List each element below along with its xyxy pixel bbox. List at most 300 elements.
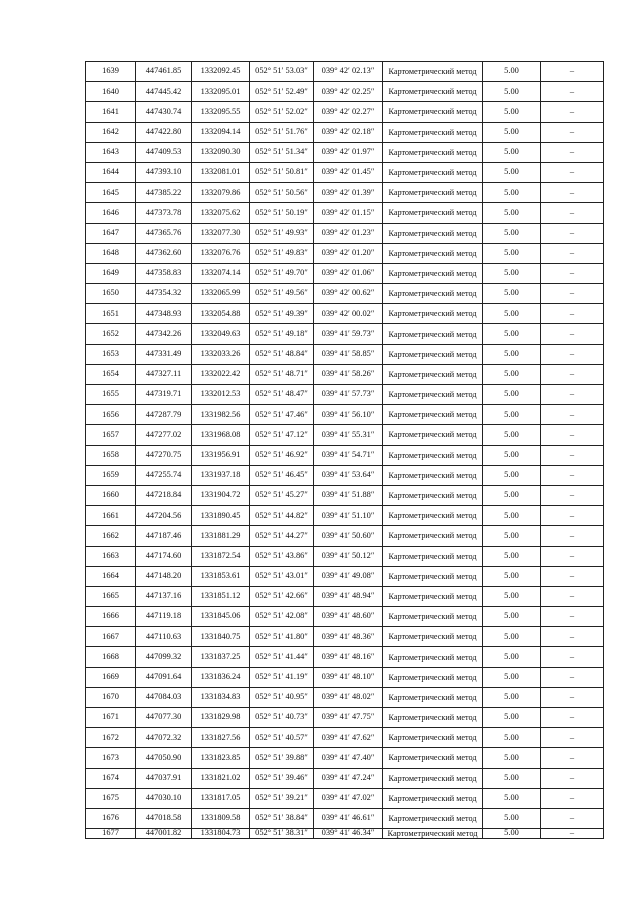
table-row <box>86 647 604 667</box>
table-row <box>86 243 604 263</box>
longitude-cell: 039° 42′ 01.06″ <box>314 263 383 283</box>
table-row <box>86 284 604 304</box>
point-number-cell: 1665 <box>86 586 136 606</box>
table-row <box>86 405 604 425</box>
method-cell: Картометрический метод <box>383 667 483 687</box>
accuracy-cell: 5.00 <box>483 122 541 142</box>
table-row <box>86 526 604 546</box>
accuracy-cell: 5.00 <box>483 162 541 182</box>
longitude-cell: 039° 41′ 53.64″ <box>314 465 383 485</box>
note-cell: – <box>541 748 604 768</box>
y-coordinate-cell: 1331904.72 <box>192 485 250 505</box>
accuracy-cell: 5.00 <box>483 506 541 526</box>
latitude-cell: 052° 51′ 49.93″ <box>250 223 314 243</box>
table-row <box>86 263 604 283</box>
table-row <box>86 708 604 728</box>
latitude-cell: 052° 51′ 48.84″ <box>250 344 314 364</box>
note-cell: – <box>541 687 604 707</box>
method-cell: Картометрический метод <box>383 385 483 405</box>
longitude-cell: 039° 41′ 47.62″ <box>314 728 383 748</box>
table-row <box>86 768 604 788</box>
latitude-cell: 052° 51′ 48.47″ <box>250 385 314 405</box>
longitude-cell: 039° 41′ 47.40″ <box>314 748 383 768</box>
longitude-cell: 039° 41′ 48.36″ <box>314 627 383 647</box>
x-coordinate-cell: 447270.75 <box>136 445 192 465</box>
x-coordinate-cell: 447037.91 <box>136 768 192 788</box>
latitude-cell: 052° 51′ 49.18″ <box>250 324 314 344</box>
latitude-cell: 052° 51′ 40.95″ <box>250 687 314 707</box>
latitude-cell: 052° 51′ 39.88″ <box>250 748 314 768</box>
longitude-cell: 039° 41′ 51.88″ <box>314 485 383 505</box>
method-cell: Картометрический метод <box>383 243 483 263</box>
x-coordinate-cell: 447385.22 <box>136 183 192 203</box>
point-number-cell: 1660 <box>86 485 136 505</box>
longitude-cell: 039° 41′ 50.60″ <box>314 526 383 546</box>
y-coordinate-cell: 1332049.63 <box>192 324 250 344</box>
longitude-cell: 039° 41′ 47.24″ <box>314 768 383 788</box>
x-coordinate-cell: 447110.63 <box>136 627 192 647</box>
table-row <box>86 808 604 828</box>
longitude-cell: 039° 42′ 00.62″ <box>314 284 383 304</box>
y-coordinate-cell: 1332075.62 <box>192 203 250 223</box>
method-cell: Картометрический метод <box>383 62 483 82</box>
point-number-cell: 1657 <box>86 425 136 445</box>
y-coordinate-cell: 1331837.25 <box>192 647 250 667</box>
accuracy-cell: 5.00 <box>483 667 541 687</box>
note-cell: – <box>541 304 604 324</box>
accuracy-cell: 5.00 <box>483 708 541 728</box>
longitude-cell: 039° 41′ 48.10″ <box>314 667 383 687</box>
method-cell: Картометрический метод <box>383 829 483 839</box>
method-cell: Картометрический метод <box>383 607 483 627</box>
method-cell: Картометрический метод <box>383 405 483 425</box>
x-coordinate-cell: 447348.93 <box>136 304 192 324</box>
table-row <box>86 162 604 182</box>
point-number-cell: 1655 <box>86 385 136 405</box>
y-coordinate-cell: 1331836.24 <box>192 667 250 687</box>
longitude-cell: 039° 42′ 01.23″ <box>314 223 383 243</box>
latitude-cell: 052° 51′ 49.70″ <box>250 263 314 283</box>
note-cell: – <box>541 102 604 122</box>
x-coordinate-cell: 447342.26 <box>136 324 192 344</box>
method-cell: Картометрический метод <box>383 728 483 748</box>
latitude-cell: 052° 51′ 44.82″ <box>250 506 314 526</box>
point-number-cell: 1651 <box>86 304 136 324</box>
note-cell: – <box>541 546 604 566</box>
note-cell: – <box>541 425 604 445</box>
point-number-cell: 1671 <box>86 708 136 728</box>
point-number-cell: 1663 <box>86 546 136 566</box>
point-number-cell: 1654 <box>86 364 136 384</box>
y-coordinate-cell: 1332090.30 <box>192 142 250 162</box>
longitude-cell: 039° 42′ 02.13″ <box>314 62 383 82</box>
note-cell: – <box>541 829 604 839</box>
method-cell: Картометрический метод <box>383 344 483 364</box>
latitude-cell: 052° 51′ 51.34″ <box>250 142 314 162</box>
x-coordinate-cell: 447277.02 <box>136 425 192 445</box>
latitude-cell: 052° 51′ 44.27″ <box>250 526 314 546</box>
y-coordinate-cell: 1332095.01 <box>192 82 250 102</box>
coordinates-table <box>85 61 604 839</box>
accuracy-cell: 5.00 <box>483 304 541 324</box>
method-cell: Картометрический метод <box>383 586 483 606</box>
table-row <box>86 364 604 384</box>
x-coordinate-cell: 447331.49 <box>136 344 192 364</box>
longitude-cell: 039° 41′ 51.10″ <box>314 506 383 526</box>
table-row <box>86 829 604 839</box>
note-cell: – <box>541 142 604 162</box>
accuracy-cell: 5.00 <box>483 607 541 627</box>
latitude-cell: 052° 51′ 45.27″ <box>250 485 314 505</box>
latitude-cell: 052° 51′ 41.44″ <box>250 647 314 667</box>
y-coordinate-cell: 1332081.01 <box>192 162 250 182</box>
table-row <box>86 485 604 505</box>
table-row <box>86 142 604 162</box>
longitude-cell: 039° 42′ 02.18″ <box>314 122 383 142</box>
y-coordinate-cell: 1332076.76 <box>192 243 250 263</box>
accuracy-cell: 5.00 <box>483 284 541 304</box>
latitude-cell: 052° 51′ 39.46″ <box>250 768 314 788</box>
table-row <box>86 122 604 142</box>
point-number-cell: 1652 <box>86 324 136 344</box>
longitude-cell: 039° 42′ 01.45″ <box>314 162 383 182</box>
latitude-cell: 052° 51′ 41.19″ <box>250 667 314 687</box>
y-coordinate-cell: 1332094.14 <box>192 122 250 142</box>
accuracy-cell: 5.00 <box>483 243 541 263</box>
point-number-cell: 1673 <box>86 748 136 768</box>
y-coordinate-cell: 1331804.73 <box>192 829 250 839</box>
x-coordinate-cell: 447072.32 <box>136 728 192 748</box>
point-number-cell: 1666 <box>86 607 136 627</box>
method-cell: Картометрический метод <box>383 465 483 485</box>
note-cell: – <box>541 183 604 203</box>
x-coordinate-cell: 447137.16 <box>136 586 192 606</box>
accuracy-cell: 5.00 <box>483 183 541 203</box>
accuracy-cell: 5.00 <box>483 62 541 82</box>
table-row <box>86 344 604 364</box>
longitude-cell: 039° 41′ 59.73″ <box>314 324 383 344</box>
table-body <box>86 62 604 839</box>
note-cell: – <box>541 162 604 182</box>
note-cell: – <box>541 647 604 667</box>
accuracy-cell: 5.00 <box>483 142 541 162</box>
latitude-cell: 052° 51′ 43.86″ <box>250 546 314 566</box>
table-row <box>86 566 604 586</box>
method-cell: Картометрический метод <box>383 647 483 667</box>
accuracy-cell: 5.00 <box>483 808 541 828</box>
method-cell: Картометрический метод <box>383 102 483 122</box>
table-row <box>86 465 604 485</box>
y-coordinate-cell: 1332074.14 <box>192 263 250 283</box>
method-cell: Картометрический метод <box>383 808 483 828</box>
y-coordinate-cell: 1332033.26 <box>192 344 250 364</box>
note-cell: – <box>541 62 604 82</box>
latitude-cell: 052° 51′ 40.57″ <box>250 728 314 748</box>
y-coordinate-cell: 1331890.45 <box>192 506 250 526</box>
latitude-cell: 052° 51′ 47.46″ <box>250 405 314 425</box>
longitude-cell: 039° 41′ 49.08″ <box>314 566 383 586</box>
method-cell: Картометрический метод <box>383 122 483 142</box>
longitude-cell: 039° 42′ 01.20″ <box>314 243 383 263</box>
method-cell: Картометрический метод <box>383 162 483 182</box>
x-coordinate-cell: 447119.18 <box>136 607 192 627</box>
y-coordinate-cell: 1331829.98 <box>192 708 250 728</box>
table-row <box>86 667 604 687</box>
latitude-cell: 052° 51′ 49.39″ <box>250 304 314 324</box>
x-coordinate-cell: 447319.71 <box>136 385 192 405</box>
method-cell: Картометрический метод <box>383 566 483 586</box>
table-row <box>86 183 604 203</box>
point-number-cell: 1676 <box>86 808 136 828</box>
y-coordinate-cell: 1331809.58 <box>192 808 250 828</box>
point-number-cell: 1646 <box>86 203 136 223</box>
point-number-cell: 1677 <box>86 829 136 839</box>
y-coordinate-cell: 1332054.88 <box>192 304 250 324</box>
latitude-cell: 052° 51′ 40.73″ <box>250 708 314 728</box>
longitude-cell: 039° 41′ 55.31″ <box>314 425 383 445</box>
accuracy-cell: 5.00 <box>483 203 541 223</box>
accuracy-cell: 5.00 <box>483 728 541 748</box>
longitude-cell: 039° 41′ 48.94″ <box>314 586 383 606</box>
method-cell: Картометрический метод <box>383 708 483 728</box>
point-number-cell: 1675 <box>86 788 136 808</box>
point-number-cell: 1661 <box>86 506 136 526</box>
point-number-cell: 1640 <box>86 82 136 102</box>
point-number-cell: 1639 <box>86 62 136 82</box>
longitude-cell: 039° 41′ 46.34″ <box>314 829 383 839</box>
accuracy-cell: 5.00 <box>483 788 541 808</box>
accuracy-cell: 5.00 <box>483 445 541 465</box>
accuracy-cell: 5.00 <box>483 324 541 344</box>
latitude-cell: 052° 51′ 38.31″ <box>250 829 314 839</box>
longitude-cell: 039° 41′ 48.02″ <box>314 687 383 707</box>
method-cell: Картометрический метод <box>383 546 483 566</box>
x-coordinate-cell: 447084.03 <box>136 687 192 707</box>
point-number-cell: 1670 <box>86 687 136 707</box>
note-cell: – <box>541 526 604 546</box>
x-coordinate-cell: 447327.11 <box>136 364 192 384</box>
latitude-cell: 052° 51′ 49.56″ <box>250 284 314 304</box>
point-number-cell: 1647 <box>86 223 136 243</box>
note-cell: – <box>541 243 604 263</box>
table-row <box>86 788 604 808</box>
y-coordinate-cell: 1331872.54 <box>192 546 250 566</box>
x-coordinate-cell: 447354.32 <box>136 284 192 304</box>
method-cell: Картометрический метод <box>383 82 483 102</box>
method-cell: Картометрический метод <box>383 485 483 505</box>
longitude-cell: 039° 42′ 02.25″ <box>314 82 383 102</box>
note-cell: – <box>541 728 604 748</box>
accuracy-cell: 5.00 <box>483 465 541 485</box>
longitude-cell: 039° 41′ 48.60″ <box>314 607 383 627</box>
method-cell: Картометрический метод <box>383 223 483 243</box>
longitude-cell: 039° 41′ 58.26″ <box>314 364 383 384</box>
accuracy-cell: 5.00 <box>483 687 541 707</box>
x-coordinate-cell: 447362.60 <box>136 243 192 263</box>
longitude-cell: 039° 41′ 47.75″ <box>314 708 383 728</box>
method-cell: Картометрический метод <box>383 506 483 526</box>
method-cell: Картометрический метод <box>383 768 483 788</box>
point-number-cell: 1669 <box>86 667 136 687</box>
y-coordinate-cell: 1331821.02 <box>192 768 250 788</box>
point-number-cell: 1643 <box>86 142 136 162</box>
latitude-cell: 052° 51′ 46.45″ <box>250 465 314 485</box>
note-cell: – <box>541 708 604 728</box>
point-number-cell: 1649 <box>86 263 136 283</box>
accuracy-cell: 5.00 <box>483 546 541 566</box>
latitude-cell: 052° 51′ 50.56″ <box>250 183 314 203</box>
accuracy-cell: 5.00 <box>483 263 541 283</box>
note-cell: – <box>541 405 604 425</box>
table-row <box>86 385 604 405</box>
method-cell: Картометрический метод <box>383 445 483 465</box>
latitude-cell: 052° 51′ 47.12″ <box>250 425 314 445</box>
longitude-cell: 039° 42′ 01.15″ <box>314 203 383 223</box>
x-coordinate-cell: 447287.79 <box>136 405 192 425</box>
note-cell: – <box>541 82 604 102</box>
y-coordinate-cell: 1331881.29 <box>192 526 250 546</box>
longitude-cell: 039° 41′ 57.73″ <box>314 385 383 405</box>
note-cell: – <box>541 566 604 586</box>
accuracy-cell: 5.00 <box>483 344 541 364</box>
y-coordinate-cell: 1332095.55 <box>192 102 250 122</box>
accuracy-cell: 5.00 <box>483 102 541 122</box>
y-coordinate-cell: 1331853.61 <box>192 566 250 586</box>
y-coordinate-cell: 1331851.12 <box>192 586 250 606</box>
y-coordinate-cell: 1331834.83 <box>192 687 250 707</box>
table-row <box>86 82 604 102</box>
y-coordinate-cell: 1331817.05 <box>192 788 250 808</box>
method-cell: Картометрический метод <box>383 748 483 768</box>
point-number-cell: 1656 <box>86 405 136 425</box>
table-row <box>86 627 604 647</box>
method-cell: Картометрический метод <box>383 425 483 445</box>
y-coordinate-cell: 1331823.85 <box>192 748 250 768</box>
note-cell: – <box>541 324 604 344</box>
point-number-cell: 1641 <box>86 102 136 122</box>
method-cell: Картометрический метод <box>383 364 483 384</box>
latitude-cell: 052° 51′ 48.71″ <box>250 364 314 384</box>
latitude-cell: 052° 51′ 41.80″ <box>250 627 314 647</box>
note-cell: – <box>541 627 604 647</box>
table-row <box>86 728 604 748</box>
accuracy-cell: 5.00 <box>483 768 541 788</box>
note-cell: – <box>541 284 604 304</box>
latitude-cell: 052° 51′ 52.02″ <box>250 102 314 122</box>
table-row <box>86 586 604 606</box>
method-cell: Картометрический метод <box>383 142 483 162</box>
x-coordinate-cell: 447445.42 <box>136 82 192 102</box>
accuracy-cell: 5.00 <box>483 586 541 606</box>
accuracy-cell: 5.00 <box>483 566 541 586</box>
table-row <box>86 304 604 324</box>
y-coordinate-cell: 1331956.91 <box>192 445 250 465</box>
note-cell: – <box>541 667 604 687</box>
note-cell: – <box>541 768 604 788</box>
table-row <box>86 687 604 707</box>
x-coordinate-cell: 447148.20 <box>136 566 192 586</box>
x-coordinate-cell: 447174.60 <box>136 546 192 566</box>
y-coordinate-cell: 1332079.86 <box>192 183 250 203</box>
longitude-cell: 039° 42′ 01.97″ <box>314 142 383 162</box>
y-coordinate-cell: 1331982.56 <box>192 405 250 425</box>
note-cell: – <box>541 788 604 808</box>
latitude-cell: 052° 51′ 42.08″ <box>250 607 314 627</box>
latitude-cell: 052° 51′ 42.66″ <box>250 586 314 606</box>
note-cell: – <box>541 344 604 364</box>
accuracy-cell: 5.00 <box>483 485 541 505</box>
accuracy-cell: 5.00 <box>483 829 541 839</box>
point-number-cell: 1653 <box>86 344 136 364</box>
note-cell: – <box>541 364 604 384</box>
x-coordinate-cell: 447050.90 <box>136 748 192 768</box>
x-coordinate-cell: 447204.56 <box>136 506 192 526</box>
longitude-cell: 039° 41′ 46.61″ <box>314 808 383 828</box>
y-coordinate-cell: 1332022.42 <box>192 364 250 384</box>
x-coordinate-cell: 447365.76 <box>136 223 192 243</box>
accuracy-cell: 5.00 <box>483 223 541 243</box>
x-coordinate-cell: 447255.74 <box>136 465 192 485</box>
latitude-cell: 052° 51′ 49.83″ <box>250 243 314 263</box>
x-coordinate-cell: 447091.64 <box>136 667 192 687</box>
latitude-cell: 052° 51′ 50.19″ <box>250 203 314 223</box>
point-number-cell: 1662 <box>86 526 136 546</box>
x-coordinate-cell: 447001.82 <box>136 829 192 839</box>
method-cell: Картометрический метод <box>383 203 483 223</box>
point-number-cell: 1658 <box>86 445 136 465</box>
latitude-cell: 052° 51′ 52.49″ <box>250 82 314 102</box>
point-number-cell: 1659 <box>86 465 136 485</box>
y-coordinate-cell: 1331845.06 <box>192 607 250 627</box>
x-coordinate-cell: 447430.74 <box>136 102 192 122</box>
accuracy-cell: 5.00 <box>483 627 541 647</box>
accuracy-cell: 5.00 <box>483 385 541 405</box>
method-cell: Картометрический метод <box>383 304 483 324</box>
longitude-cell: 039° 41′ 47.02″ <box>314 788 383 808</box>
note-cell: – <box>541 122 604 142</box>
note-cell: – <box>541 607 604 627</box>
y-coordinate-cell: 1331827.56 <box>192 728 250 748</box>
x-coordinate-cell: 447018.58 <box>136 808 192 828</box>
note-cell: – <box>541 445 604 465</box>
note-cell: – <box>541 808 604 828</box>
method-cell: Картометрический метод <box>383 284 483 304</box>
latitude-cell: 052° 51′ 50.81″ <box>250 162 314 182</box>
method-cell: Картометрический метод <box>383 526 483 546</box>
note-cell: – <box>541 465 604 485</box>
longitude-cell: 039° 41′ 54.71″ <box>314 445 383 465</box>
latitude-cell: 052° 51′ 43.01″ <box>250 566 314 586</box>
method-cell: Картометрический метод <box>383 183 483 203</box>
note-cell: – <box>541 586 604 606</box>
table-row <box>86 324 604 344</box>
point-number-cell: 1650 <box>86 284 136 304</box>
y-coordinate-cell: 1331840.75 <box>192 627 250 647</box>
y-coordinate-cell: 1331937.18 <box>192 465 250 485</box>
accuracy-cell: 5.00 <box>483 425 541 445</box>
x-coordinate-cell: 447099.32 <box>136 647 192 667</box>
method-cell: Картометрический метод <box>383 324 483 344</box>
note-cell: – <box>541 203 604 223</box>
x-coordinate-cell: 447422.80 <box>136 122 192 142</box>
table-row <box>86 203 604 223</box>
method-cell: Картометрический метод <box>383 687 483 707</box>
note-cell: – <box>541 263 604 283</box>
x-coordinate-cell: 447218.84 <box>136 485 192 505</box>
accuracy-cell: 5.00 <box>483 82 541 102</box>
latitude-cell: 052° 51′ 51.76″ <box>250 122 314 142</box>
note-cell: – <box>541 506 604 526</box>
